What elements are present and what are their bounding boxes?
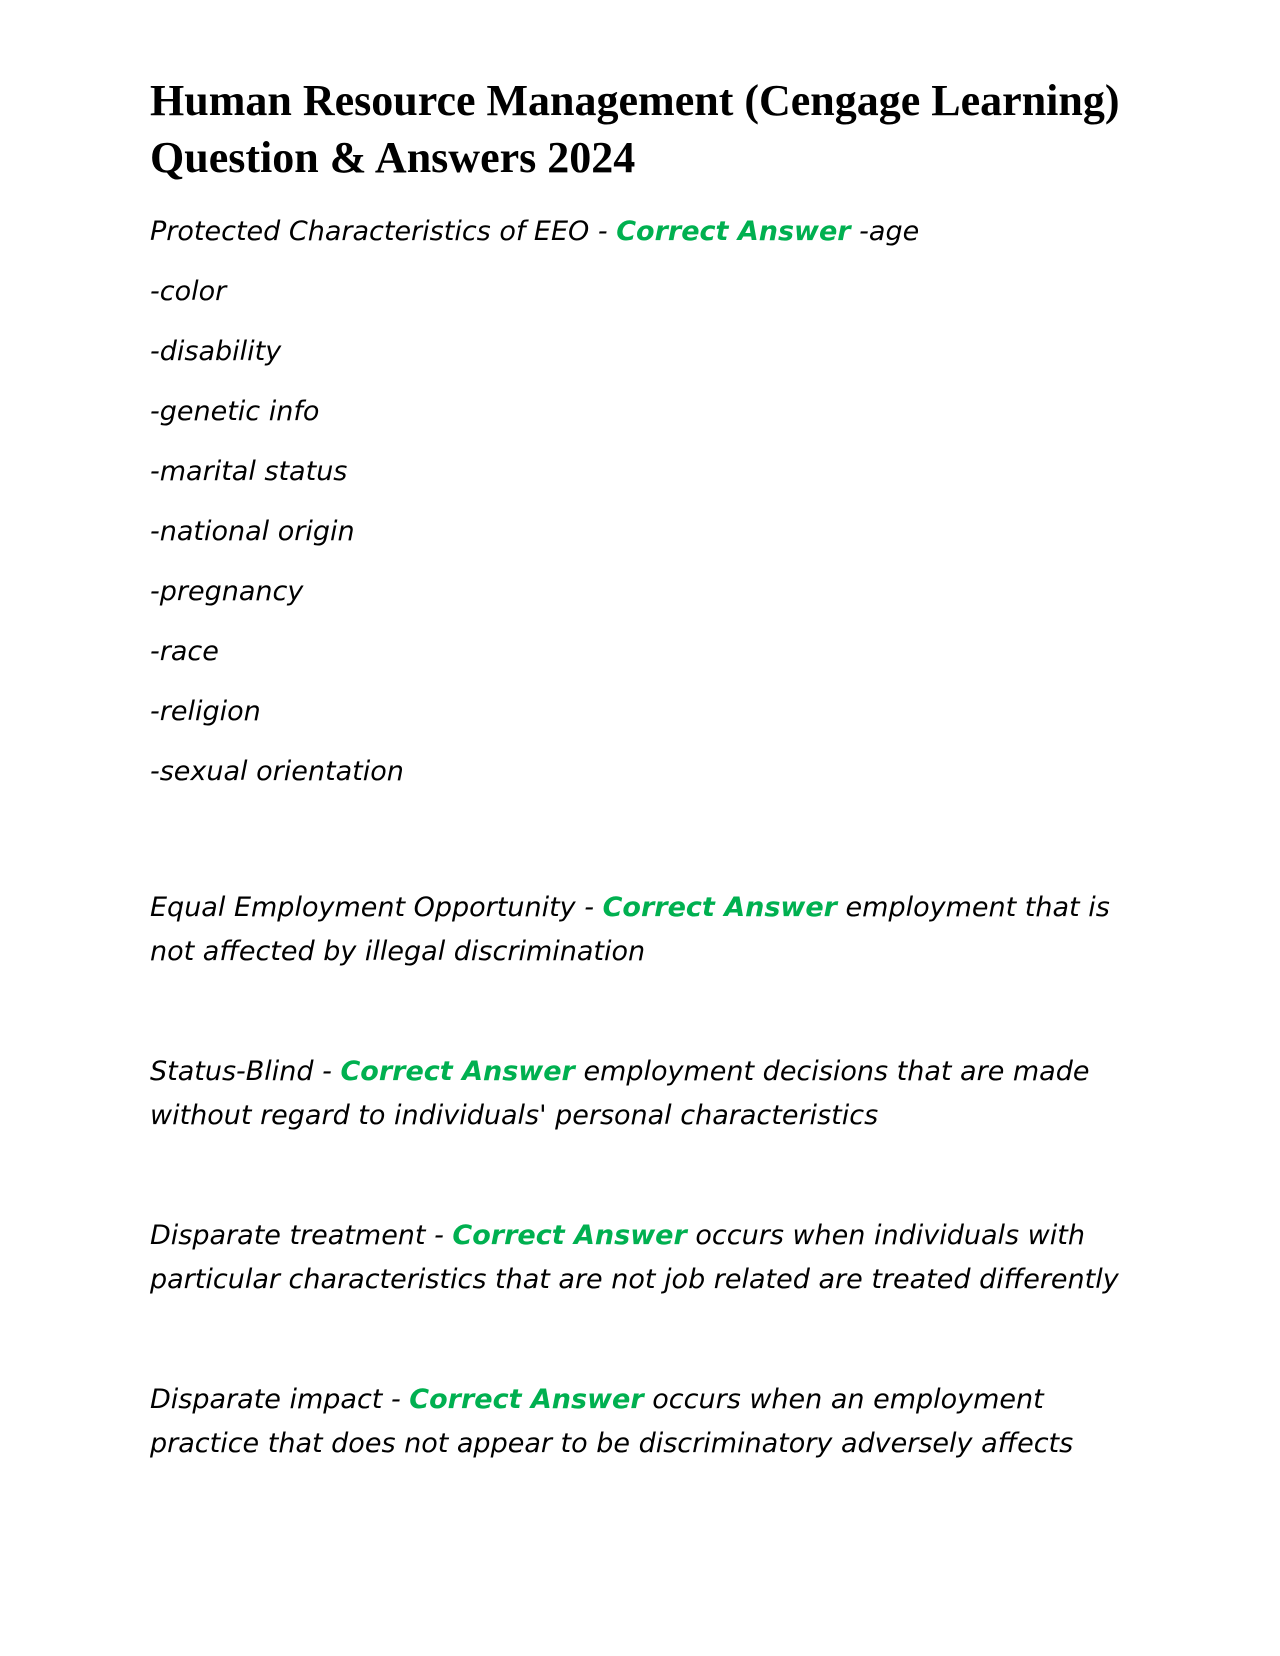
list-item: -genetic info — [150, 396, 320, 427]
answer-text: occurs when an employment practice that does not appear to be discriminatory adversely affects — [150, 1384, 1074, 1459]
question-text: Protected Characteristics of EEO - — [150, 216, 617, 247]
answer-text: -age — [850, 216, 920, 247]
question-text: Disparate treatment - — [150, 1220, 453, 1251]
document-body — [150, 210, 1130, 1466]
spacer — [150, 810, 1130, 886]
list-item: -national origin — [150, 516, 355, 547]
list-item: -pregnancy — [150, 576, 304, 607]
answer-text: occurs when individuals with particular characteristics that are not job related are treated differently — [150, 1220, 1119, 1295]
list-item: -color — [150, 276, 227, 307]
spacer — [150, 1138, 1130, 1214]
answer-label: Correct Answer — [452, 1220, 687, 1251]
spacer — [150, 974, 1130, 1050]
list-item: -sexual orientation — [150, 756, 404, 787]
answer-label: Correct Answer — [409, 1384, 644, 1415]
list-item: -disability — [150, 336, 282, 367]
list-item: -marital status — [150, 456, 348, 487]
question-text: Disparate impact - — [150, 1384, 410, 1415]
list-item: -religion — [150, 696, 261, 727]
answer-label: Correct Answer — [340, 1056, 575, 1087]
answer-text: employment decisions that are made without regard to individuals' personal characteristics — [150, 1056, 1090, 1131]
qa-item — [150, 1378, 1130, 1466]
qa-item — [150, 886, 1130, 974]
answer-text: employment that is not affected by illegal discrimination — [150, 892, 1110, 967]
document-title: Human Resource Management (Cengage Learning) Question & Answers 2024 — [150, 76, 1120, 182]
qa-item — [150, 1050, 1130, 1138]
answer-label: Correct Answer — [616, 216, 851, 247]
spacer — [150, 1302, 1130, 1378]
qa-item — [150, 210, 1130, 254]
qa-item — [150, 1214, 1130, 1302]
question-text: Equal Employment Opportunity - — [150, 892, 603, 923]
document-page — [150, 72, 1130, 1466]
question-text: Status-Blind - — [150, 1056, 341, 1087]
answer-label: Correct Answer — [602, 892, 837, 923]
list-item: -race — [150, 636, 219, 667]
